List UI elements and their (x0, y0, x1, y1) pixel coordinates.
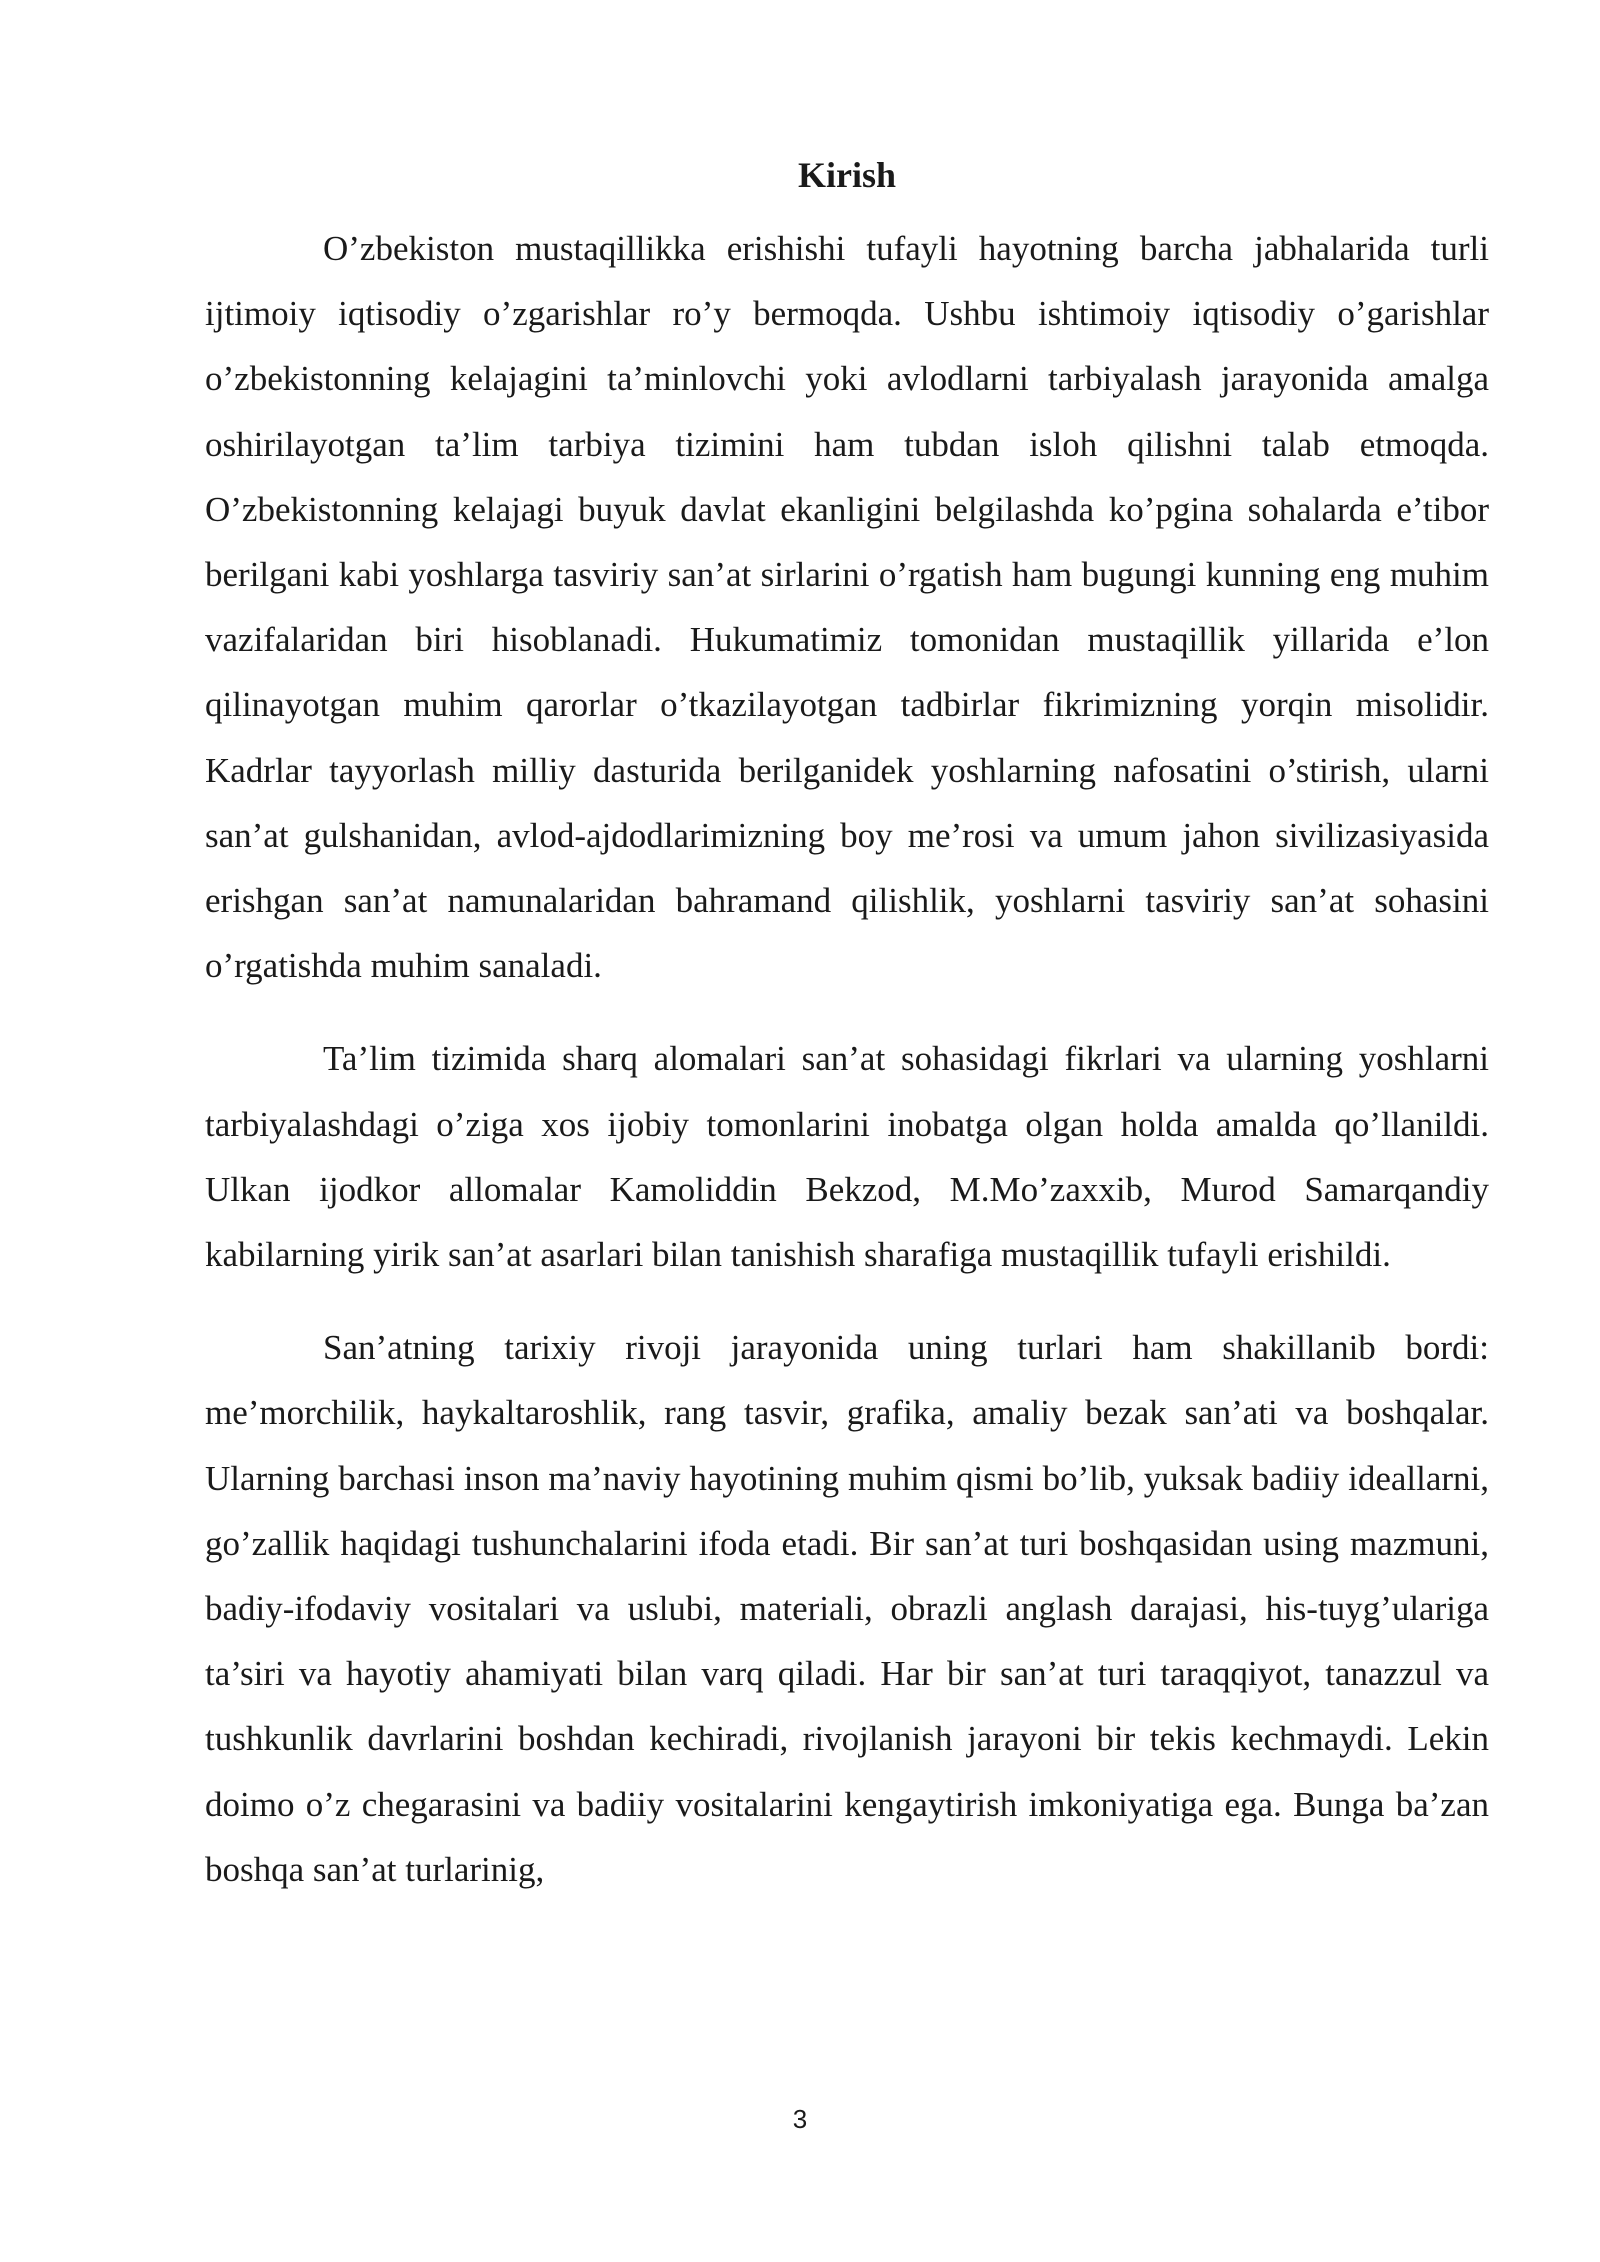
page-content (205, 148, 1489, 1930)
page-number: 3 (792, 2104, 808, 2134)
section-title: Kirish (797, 155, 896, 195)
paragraph: Ta’lim tizimida sharq alomalari san’at sohasidagi fikrlari va ularning yoshlarni tarbiyalashdagi o’ziga xos ijobiy tomonlarini inobatga olgan holda amalda qo’llanildi. Ulkan ijodkor allomalar Kamoliddin Bekzod, M.Mo’zaxxib, Murod Samarqandiy kabilarning yirik san’at asarlari bilan tanishish sharafiga mustaqillik tufayli erishildi. (205, 1039, 1489, 1275)
paragraph: San’atning tarixiy rivoji jarayonida uning turlari ham shakillanib bordi: me’morchilik, haykaltaroshlik, rang tasvir, grafika, amaliy bezak san’ati va boshqalar. Ularning barchasi inson ma’naviy hayotining muhim qismi bo’lib, yuksak badiiy ideallarni, go’zallik haqidagi tushunchalarini ifoda etadi. Bir san’at turi boshqasidan using mazmuni, badiy-ifodaviy vositalari va uslubi, materiali, obrazli anglash darajasi, his-tuyg’ulariga ta’siri va hayotiy ahamiyati bilan varq qiladi. Har bir san’at turi taraqqiyot, tanazzul va tushkunlik davrlarini boshdan kechiradi, rivojlanish jarayoni bir tekis kechmaydi. Lekin doimo o’z chegarasini va badiiy vositalarini kengaytirish imkoniyatiga ega. Bunga ba’zan boshqa san’at turlarinig, (205, 1328, 1489, 1889)
paragraph: O’zbekiston mustaqillikka erishishi tufayli hayotning barcha jabhalarida turli ijtimoiy iqtisodiy o’zgarishlar ro’y bermoqda. Ushbu ishtimoiy iqtisodiy o’garishlar o’zbekistonning kelajagini ta’minlovchi yoki avlodlarni tarbiyalash jarayonida amalga oshirilayotgan ta’lim tarbiya tizimini ham tubdan isloh qilishni talab etmoqda. O’zbekistonning kelajagi buyuk davlat ekanligini belgilashda ko’pgina sohalarda e’tibor berilgani kabi yoshlarga tasviriy san’at sirlarini o’rgatish ham bugungi kunning eng muhim vazifalaridan biri hisoblanadi. Hukumatimiz tomonidan mustaqillik yillarida e’lon qilinayotgan muhim qarorlar o’tkazilayotgan tadbirlar fikrimizning yorqin misolidir. Kadrlar tayyorlash milliy dasturida berilganidek yoshlarning nafosatini o’stirish, ularni san’at gulshanidan, avlod-ajdodlarimizning boy me’rosi va umum jahon sivilizasiyasida erishgan san’at namunalaridan bahramand qilishlik, yoshlarni tasviriy san’at sohasini o’rgatishda muhim sanaladi. (205, 229, 1489, 986)
